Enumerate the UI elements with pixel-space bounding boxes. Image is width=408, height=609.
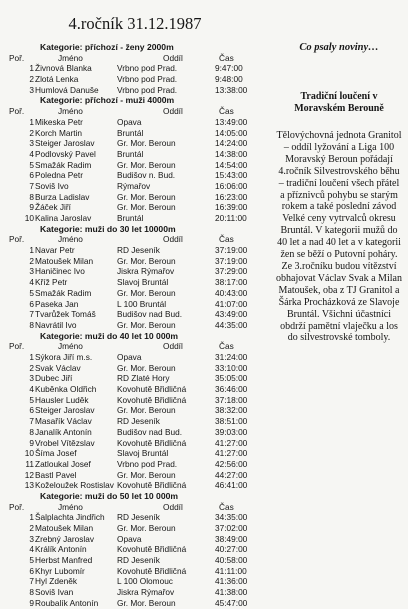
result-time: 41:27:00 xyxy=(215,448,248,459)
result-time: 41:11:00 xyxy=(215,565,247,576)
result-row xyxy=(4,534,266,545)
result-row xyxy=(4,74,266,85)
result-club: Gr. Mor. Beroun xyxy=(117,255,176,266)
result-time: 36:46:00 xyxy=(215,384,248,395)
result-time: 41:27:00 xyxy=(215,437,248,448)
result-name: Soviš Ivo xyxy=(35,180,69,191)
category-title: Kategorie: muži do 30 let 10000m xyxy=(40,223,176,234)
result-club: RD Jeseník xyxy=(117,416,160,427)
result-name: Králík Antonín xyxy=(35,544,87,555)
result-position: 7 xyxy=(29,309,34,320)
result-row xyxy=(4,427,266,438)
result-position: 4 xyxy=(29,148,34,159)
result-row xyxy=(4,448,266,459)
result-row xyxy=(4,480,266,491)
result-name: Žáček Jiří xyxy=(35,202,71,213)
column-header-por: Poř. xyxy=(9,234,25,245)
result-position: 7 xyxy=(29,180,34,191)
result-time: 20:11:00 xyxy=(215,213,247,224)
result-time: 14:54:00 xyxy=(215,159,248,170)
result-name: Navar Petr xyxy=(35,245,75,256)
result-position: 7 xyxy=(29,416,34,427)
result-position: 5 xyxy=(29,394,34,405)
result-row xyxy=(4,470,266,481)
column-header-row xyxy=(4,234,266,245)
result-time: 40:43:00 xyxy=(215,287,248,298)
result-position: 2 xyxy=(29,362,34,373)
results-list xyxy=(4,42,266,609)
result-position: 1 xyxy=(29,512,34,523)
result-club: Gr. Mor. Beroun xyxy=(117,191,176,202)
column-header-por: Poř. xyxy=(9,501,25,512)
result-club: Bruntál xyxy=(117,127,144,138)
result-name: Šalplachta Jindřich xyxy=(35,512,105,523)
result-time: 44:35:00 xyxy=(215,319,248,330)
result-club: Gr. Mor. Beroun xyxy=(117,319,176,330)
result-time: 43:49:00 xyxy=(215,309,248,320)
result-row xyxy=(4,192,266,203)
result-name: Smažák Radim xyxy=(35,159,92,170)
result-position: 10 xyxy=(24,448,34,459)
result-position: 12 xyxy=(24,469,34,480)
result-time: 46:41:00 xyxy=(215,480,248,491)
result-club: Kovohutě Břidličná xyxy=(117,437,187,448)
result-position: 6 xyxy=(29,565,34,576)
result-name: Roubalík Antonín xyxy=(35,597,99,608)
column-header-name: Jméno xyxy=(58,52,83,63)
result-position: 4 xyxy=(29,384,34,395)
column-header-row xyxy=(4,106,266,117)
result-club: Gr. Mor. Beroun xyxy=(117,287,176,298)
result-club: Bruntál xyxy=(117,213,144,224)
result-club: Slavoj Bruntál xyxy=(117,277,169,288)
result-club: RD Jeseník xyxy=(117,555,160,566)
result-position: 7 xyxy=(29,576,34,587)
result-position: 13 xyxy=(24,480,34,491)
article-headline: Tradiční loučení v Moravském Berouně xyxy=(294,91,384,114)
result-position: 9 xyxy=(29,597,34,608)
result-position: 8 xyxy=(29,319,34,330)
result-row xyxy=(4,363,266,374)
result-club: Budišov nad Bud. xyxy=(117,309,183,320)
column-header-por: Poř. xyxy=(9,106,25,117)
result-club: Kovohutě Břidličná xyxy=(117,565,187,576)
result-row xyxy=(4,555,266,566)
column-header-club: Oddíl xyxy=(163,501,183,512)
result-club: Vrbno pod Prad. xyxy=(117,84,178,95)
column-header-club: Oddíl xyxy=(163,341,183,352)
result-row xyxy=(4,128,266,139)
article-body: Tělovýchovná jednota Granitol – oddíl lyžování a Liga 100 Moravský Beroun pořádají 4.ročník Silvestrovského běhu – tradiční loučení všech přátel a příznivců pohybu se starým rokem a také poslední závod Velké ceny vytrvalců okresu Bruntál. V kategorii mužů do 40 let a nad 40 let a v kategorii žen se běží o Putovní poháry. Ze 3.ročníku budou vítězství obhajovat Václav Svak a Milan Matoušek, oba z TJ Granitol a Šárka Procházková ze Slavoje Bruntál. Všichni účastníci obdrží pamětní vlaječku a los do silvestrovské tomboly. xyxy=(276,130,402,344)
result-position: 8 xyxy=(29,587,34,598)
page-title: 4.ročník 31.12.1987 xyxy=(68,14,202,33)
result-name: Zrebný Jaroslav xyxy=(35,533,95,544)
category-title: Kategorie: příchozí - ženy 2000m xyxy=(40,42,174,52)
result-position: 3 xyxy=(29,373,34,384)
result-name: Dubec Jiří xyxy=(35,373,73,384)
result-row xyxy=(4,373,266,384)
column-header-name: Jméno xyxy=(58,341,83,352)
result-position: 8 xyxy=(29,191,34,202)
result-club: Opava xyxy=(117,352,142,362)
result-time: 33:10:00 xyxy=(215,362,248,373)
result-club: Jiskra Rýmařov xyxy=(117,587,175,598)
result-club: Vrbno pod Prad. xyxy=(117,458,178,469)
result-name: Kalina Jaroslav xyxy=(35,213,92,224)
result-row xyxy=(4,63,266,74)
column-header-row xyxy=(4,502,266,513)
result-name: Šíma Josef xyxy=(35,448,77,459)
result-name: Janalík Antonín xyxy=(35,426,92,437)
result-row xyxy=(4,587,266,598)
result-position: 1 xyxy=(29,245,34,256)
result-position: 5 xyxy=(29,555,34,566)
result-club: RD Zlaté Hory xyxy=(117,373,170,384)
result-club: Jiskra Rýmařov xyxy=(117,266,175,277)
result-club: Opava xyxy=(117,533,142,544)
column-header-name: Jméno xyxy=(58,106,83,117)
column-header-time: Čas xyxy=(219,501,234,512)
result-time: 9:47:00 xyxy=(215,63,243,74)
result-name: Korch Martin xyxy=(35,127,83,138)
result-name: Koželoužek Rostislav xyxy=(35,480,114,491)
result-time: 34:35:00 xyxy=(215,512,248,523)
result-row xyxy=(4,149,266,160)
result-name: Matoušek Milan xyxy=(35,523,94,534)
result-club: Vrbno pod Prad. xyxy=(117,74,178,85)
result-time: 14:38:00 xyxy=(215,148,248,159)
result-club: Vrbno pod Prad. xyxy=(117,63,178,74)
result-club: Gr. Mor. Beroun xyxy=(117,469,176,480)
result-position: 4 xyxy=(29,277,34,288)
result-position: 11 xyxy=(25,458,34,469)
result-time: 45:47:00 xyxy=(215,597,248,608)
result-row xyxy=(4,309,266,320)
result-time: 14:05:00 xyxy=(215,127,248,138)
result-row xyxy=(4,266,266,277)
result-position: 5 xyxy=(29,159,34,170)
result-name: Navrátil Ivo xyxy=(35,319,77,330)
result-name: Zlotá Lenka xyxy=(35,74,79,85)
result-position: 3 xyxy=(29,533,34,544)
result-club: Kovohutě Břidličná xyxy=(117,480,187,491)
result-name: Mikeska Petr xyxy=(35,116,83,127)
result-row xyxy=(4,85,266,96)
column-header-time: Čas xyxy=(219,341,234,352)
result-name: Soviš Ivan xyxy=(35,587,74,598)
column-header-row xyxy=(4,341,266,352)
result-time: 38:17:00 xyxy=(215,277,248,288)
result-time: 41:36:00 xyxy=(215,576,248,587)
result-club: Gr. Mor. Beroun xyxy=(117,362,176,373)
result-name: Bastl Pavel xyxy=(35,469,77,480)
result-name: Sýkora Jiří m.s. xyxy=(35,352,93,362)
result-row xyxy=(4,160,266,171)
result-row xyxy=(4,352,266,363)
result-name: Masařík Václav xyxy=(35,416,92,427)
result-club: Gr. Mor. Beroun xyxy=(117,597,176,608)
result-name: Tvarůžek Tomáš xyxy=(35,309,96,320)
result-row xyxy=(4,299,266,310)
result-row xyxy=(4,117,266,128)
result-name: Herbst Manfred xyxy=(35,555,93,566)
result-position: 2 xyxy=(29,127,34,138)
result-position: 8 xyxy=(29,426,34,437)
result-name: Matoušek Milan xyxy=(35,255,94,266)
result-row xyxy=(4,576,266,587)
result-position: 9 xyxy=(29,202,34,213)
result-row xyxy=(4,598,266,609)
category-title: Kategorie: muži do 40 let 10 000m xyxy=(40,330,179,341)
result-row xyxy=(4,202,266,213)
result-name: Svak Václav xyxy=(35,362,81,373)
result-time: 41:07:00 xyxy=(215,298,248,309)
result-time: 9:48:00 xyxy=(215,74,243,85)
result-club: Gr. Mor. Beroun xyxy=(117,405,176,416)
result-time: 40:27:00 xyxy=(215,544,248,555)
result-club: Gr. Mor. Beroun xyxy=(117,202,176,213)
result-club: Kovohutě Břidličná xyxy=(117,384,187,395)
result-time: 35:05:00 xyxy=(215,373,248,384)
result-row xyxy=(4,384,266,395)
result-time: 42:56:00 xyxy=(215,458,248,469)
result-club: Rýmařov xyxy=(117,180,151,191)
result-position: 4 xyxy=(29,544,34,555)
result-row xyxy=(4,523,266,534)
news-article xyxy=(276,42,402,344)
result-club: RD Jeseník xyxy=(117,245,160,256)
result-time: 37:02:00 xyxy=(215,523,248,534)
result-club: Bruntál xyxy=(117,148,144,159)
result-time: 41:38:00 xyxy=(215,587,248,598)
result-time: 37:18:00 xyxy=(215,394,248,405)
result-club: L 100 Olomouc xyxy=(117,576,173,587)
column-header-club: Oddíl xyxy=(163,106,183,117)
article-kicker: Co psaly noviny… xyxy=(299,42,379,53)
result-row xyxy=(4,181,266,192)
result-time: 38:49:00 xyxy=(215,533,248,544)
result-time: 13:49:00 xyxy=(215,116,248,127)
result-position: 10 xyxy=(24,213,34,224)
column-header-time: Čas xyxy=(219,52,234,63)
result-time: 13:38:00 xyxy=(215,84,248,95)
result-name: Humlová Danuše xyxy=(35,84,99,95)
result-time: 38:51:00 xyxy=(215,416,248,427)
result-name: Kuběnka Oldřich xyxy=(35,384,97,395)
result-name: Smažák Radim xyxy=(35,287,92,298)
result-position: 1 xyxy=(29,63,34,74)
result-club: Budišov n. Bud. xyxy=(117,170,176,181)
column-header-por: Poř. xyxy=(9,341,25,352)
category-title: Kategorie: příchozí - muži 4000m xyxy=(40,95,175,106)
result-row xyxy=(4,277,266,288)
result-club: Slavoj Bruntál xyxy=(117,448,169,459)
result-position: 2 xyxy=(29,74,34,85)
result-club: Kovohutě Břidličná xyxy=(117,544,187,555)
result-row xyxy=(4,544,266,555)
result-row xyxy=(4,512,266,523)
result-row xyxy=(4,438,266,449)
result-club: Budišov nad Bud. xyxy=(117,426,183,437)
result-club: Opava xyxy=(117,116,142,127)
result-time: 16:23:00 xyxy=(215,191,248,202)
result-row xyxy=(4,416,266,427)
result-position: 6 xyxy=(29,170,34,181)
result-time: 38:32:00 xyxy=(215,405,248,416)
result-time: 37:19:00 xyxy=(215,255,248,266)
result-name: Burza Ladislav xyxy=(35,191,90,202)
result-club: Kovohutě Břidličná xyxy=(117,394,187,405)
result-name: Steiger Jaroslav xyxy=(35,405,95,416)
result-time: 44:27:00 xyxy=(215,469,248,480)
result-name: Steiger Jaroslav xyxy=(35,138,95,149)
result-row xyxy=(4,405,266,416)
result-position: 1 xyxy=(29,352,34,362)
column-header-time: Čas xyxy=(219,234,234,245)
result-position: 3 xyxy=(29,266,34,277)
column-header-time: Čas xyxy=(219,106,234,117)
result-time: 16:39:00 xyxy=(215,202,248,213)
result-name: Haničinec Ivo xyxy=(35,266,85,277)
result-name: Zatloukal Josef xyxy=(35,458,91,469)
result-name: Khyr Lubomír xyxy=(35,565,85,576)
result-row xyxy=(4,288,266,299)
column-header-row xyxy=(4,53,266,64)
result-time: 31:24:00 xyxy=(215,352,248,362)
result-time: 37:29:00 xyxy=(215,266,248,277)
result-time: 39:03:00 xyxy=(215,426,248,437)
result-club: Gr. Mor. Beroun xyxy=(117,159,176,170)
result-position: 2 xyxy=(29,255,34,266)
column-header-name: Jméno xyxy=(58,234,83,245)
column-header-club: Oddíl xyxy=(163,52,183,63)
result-row xyxy=(4,395,266,406)
result-row xyxy=(4,245,266,256)
result-row xyxy=(4,320,266,331)
result-name: Poledna Petr xyxy=(35,170,83,181)
result-time: 40:58:00 xyxy=(215,555,248,566)
result-row xyxy=(4,170,266,181)
result-club: L 100 Bruntál xyxy=(117,298,167,309)
column-header-club: Oddíl xyxy=(163,234,183,245)
result-club: Gr. Mor. Beroun xyxy=(117,138,176,149)
result-position: 3 xyxy=(29,138,34,149)
category-title: Kategorie: muži do 50 let 10 000m xyxy=(40,490,179,501)
result-position: 9 xyxy=(29,437,34,448)
column-header-name: Jméno xyxy=(58,501,83,512)
result-time: 15:43:00 xyxy=(215,170,248,181)
result-row xyxy=(4,256,266,267)
result-row xyxy=(4,138,266,149)
result-club: RD Jeseník xyxy=(117,512,160,523)
result-position: 3 xyxy=(29,84,34,95)
result-time: 16:06:00 xyxy=(215,180,248,191)
result-position: 2 xyxy=(29,523,34,534)
result-name: Vrobel Vítězslav xyxy=(35,437,95,448)
result-time: 37:19:00 xyxy=(215,245,248,256)
result-time: 14:24:00 xyxy=(215,138,248,149)
result-club: Gr. Mor. Beroun xyxy=(117,523,176,534)
result-position: 5 xyxy=(29,287,34,298)
result-name: Kříž Petr xyxy=(35,277,68,288)
result-row xyxy=(4,459,266,470)
result-position: 1 xyxy=(29,116,34,127)
result-position: 6 xyxy=(29,298,34,309)
result-row xyxy=(4,566,266,577)
result-name: Podlovský Pavel xyxy=(35,148,96,159)
result-name: Živnová Blanka xyxy=(35,63,92,74)
result-name: Hyl Zdeněk xyxy=(35,576,77,587)
result-row xyxy=(4,213,266,224)
result-name: Paseka Jan xyxy=(35,298,79,309)
column-header-por: Poř. xyxy=(9,52,25,63)
result-name: Hausler Luděk xyxy=(35,394,89,405)
result-position: 6 xyxy=(29,405,34,416)
